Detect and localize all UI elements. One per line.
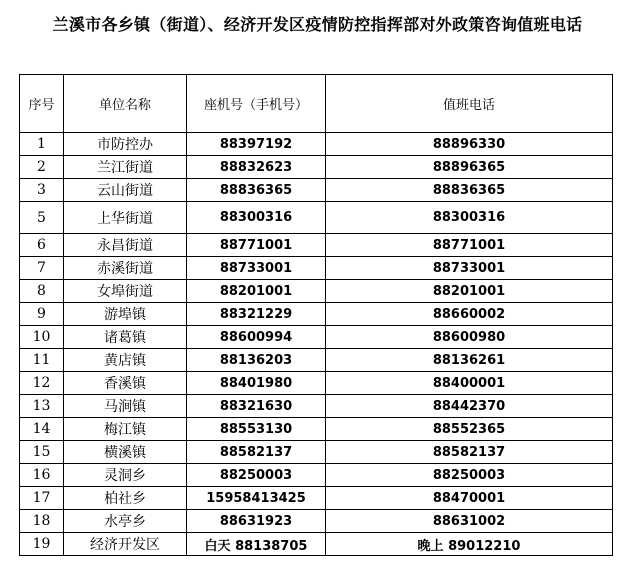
row-unit-name: 黄店镇 <box>64 349 187 372</box>
header-index: 序号 <box>20 75 64 133</box>
row-duty-phone: 88442370 <box>326 395 613 418</box>
table-row <box>20 418 613 441</box>
row-landline: 88321630 <box>187 395 326 418</box>
row-index: 11 <box>20 349 64 372</box>
table-row <box>20 487 613 510</box>
row-duty-phone: 88836365 <box>326 179 613 202</box>
row-duty-phone: 88771001 <box>326 234 613 257</box>
header-duty-phone: 值班电话 <box>326 75 613 133</box>
row-duty-phone: 88660002 <box>326 303 613 326</box>
row-duty-phone: 88582137 <box>326 441 613 464</box>
table-row <box>20 510 613 533</box>
table-row <box>20 533 613 556</box>
row-unit-name: 女埠街道 <box>64 280 187 303</box>
table-row <box>20 441 613 464</box>
row-unit-name: 赤溪街道 <box>64 257 187 280</box>
row-duty-phone: 88631002 <box>326 510 613 533</box>
row-unit-name: 梅江镇 <box>64 418 187 441</box>
row-index: 13 <box>20 395 64 418</box>
table-row <box>20 133 613 156</box>
row-unit-name: 柏社乡 <box>64 487 187 510</box>
row-index: 16 <box>20 464 64 487</box>
row-landline: 15958413425 <box>187 487 326 510</box>
row-landline: 88600994 <box>187 326 326 349</box>
row-unit-name: 永昌街道 <box>64 234 187 257</box>
row-duty-phone: 88470001 <box>326 487 613 510</box>
table-row <box>20 326 613 349</box>
page-title: 兰溪市各乡镇（街道）、经济开发区疫情防控指挥部对外政策咨询值班电话 <box>52 15 583 34</box>
row-index: 1 <box>20 133 64 156</box>
row-unit-name: 马涧镇 <box>64 395 187 418</box>
row-unit-name: 水亭乡 <box>64 510 187 533</box>
row-unit-name: 云山街道 <box>64 179 187 202</box>
table-row <box>20 395 613 418</box>
row-index: 9 <box>20 303 64 326</box>
row-landline: 88836365 <box>187 179 326 202</box>
table-row <box>20 179 613 202</box>
row-duty-phone: 88400001 <box>326 372 613 395</box>
row-duty-phone: 88136261 <box>326 349 613 372</box>
row-index: 12 <box>20 372 64 395</box>
row-landline: 88321229 <box>187 303 326 326</box>
row-duty-phone: 88300316 <box>326 202 613 234</box>
row-unit-name: 经济开发区 <box>64 533 187 556</box>
duty-phone-table <box>19 74 613 556</box>
row-landline: 88300316 <box>187 202 326 234</box>
row-index: 2 <box>20 156 64 179</box>
row-unit-name: 兰江街道 <box>64 156 187 179</box>
row-landline: 白天 88138705 <box>187 533 326 556</box>
row-landline: 88733001 <box>187 257 326 280</box>
row-unit-name: 香溪镇 <box>64 372 187 395</box>
row-index: 5 <box>20 202 64 234</box>
table-row <box>20 234 613 257</box>
row-duty-phone: 88600980 <box>326 326 613 349</box>
row-landline: 88401980 <box>187 372 326 395</box>
table-row <box>20 257 613 280</box>
table-row <box>20 349 613 372</box>
table-row <box>20 202 613 234</box>
row-index: 10 <box>20 326 64 349</box>
row-unit-name: 灵洞乡 <box>64 464 187 487</box>
row-landline: 88631923 <box>187 510 326 533</box>
row-index: 18 <box>20 510 64 533</box>
row-duty-phone: 88733001 <box>326 257 613 280</box>
row-landline: 88771001 <box>187 234 326 257</box>
row-unit-name: 诸葛镇 <box>64 326 187 349</box>
row-landline: 88582137 <box>187 441 326 464</box>
row-index: 14 <box>20 418 64 441</box>
table-row <box>20 156 613 179</box>
row-duty-phone: 88896365 <box>326 156 613 179</box>
table-row <box>20 280 613 303</box>
row-landline: 88250003 <box>187 464 326 487</box>
row-index: 15 <box>20 441 64 464</box>
row-landline: 88832623 <box>187 156 326 179</box>
table-row <box>20 464 613 487</box>
row-duty-phone: 88896330 <box>326 133 613 156</box>
row-duty-phone: 88250003 <box>326 464 613 487</box>
row-index: 7 <box>20 257 64 280</box>
row-unit-name: 上华街道 <box>64 202 187 234</box>
row-duty-phone: 晚上 89012210 <box>326 533 613 556</box>
row-index: 8 <box>20 280 64 303</box>
row-index: 6 <box>20 234 64 257</box>
row-duty-phone: 88201001 <box>326 280 613 303</box>
row-landline: 88553130 <box>187 418 326 441</box>
row-unit-name: 市防控办 <box>64 133 187 156</box>
row-duty-phone: 88552365 <box>326 418 613 441</box>
table-row <box>20 372 613 395</box>
row-landline: 88397192 <box>187 133 326 156</box>
row-landline: 88136203 <box>187 349 326 372</box>
row-unit-name: 游埠镇 <box>64 303 187 326</box>
row-index: 17 <box>20 487 64 510</box>
row-landline: 88201001 <box>187 280 326 303</box>
header-landline: 座机号（手机号） <box>187 75 326 133</box>
row-unit-name: 横溪镇 <box>64 441 187 464</box>
row-index: 19 <box>20 533 64 556</box>
header-unit-name: 单位名称 <box>64 75 187 133</box>
table-header-row <box>20 75 613 133</box>
row-index: 3 <box>20 179 64 202</box>
table-row <box>20 303 613 326</box>
